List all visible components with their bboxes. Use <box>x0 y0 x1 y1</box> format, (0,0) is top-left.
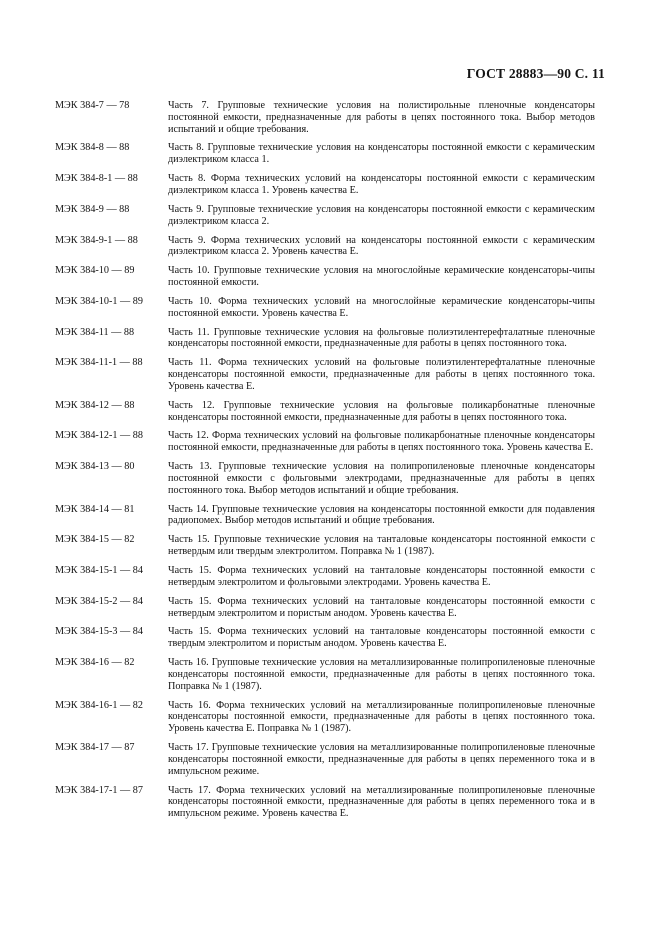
standard-code: МЭК 384-15 — 82 <box>55 534 135 546</box>
standard-code: МЭК 384-11 — 88 <box>55 326 135 338</box>
standard-code: МЭК 384-15-1 — 84 <box>55 565 143 577</box>
list-item <box>55 461 595 496</box>
standard-code: МЭК 384-13 — 80 <box>55 461 135 473</box>
standard-description: Часть 12. Форма технических условий на фольговые поликарбонатные пленочные конденсаторы постоянной емкости, предназначенные для работы в цепях постоянного тока. Уровень качества Е. <box>168 430 595 454</box>
list-item <box>55 173 595 197</box>
standard-description: Часть 9. Форма технических условий на конденсаторы постоянной емкости с керамическим диэлектриком класса 2. Уровень качества Е. <box>168 234 595 258</box>
list-item <box>55 596 595 620</box>
standard-code: МЭК 384-8-1 — 88 <box>55 173 138 185</box>
list-item <box>55 235 595 259</box>
standard-description: Часть 15. Форма технических условий на танталовые конденсаторы постоянной емкости с нетвердым электролитом и фольговыми электродами. Уровень качества Е. <box>168 565 595 588</box>
list-item <box>55 626 595 650</box>
standard-code: МЭК 384-10-1 — 89 <box>55 295 143 307</box>
standard-code: МЭК 384-17 — 87 <box>55 742 135 754</box>
list-item <box>55 204 595 228</box>
list-item <box>55 357 595 392</box>
standard-code: МЭК 384-16 — 82 <box>55 657 135 669</box>
list-item <box>55 657 595 692</box>
standard-description: Часть 12. Групповые технические условия на фольговые поликарбонатные пленочные конденсаторы постоянной емкости, предназначенные для работы в цепях постоянного тока. <box>168 399 595 423</box>
list-item <box>55 700 595 735</box>
standard-code: МЭК 384-8 — 88 <box>55 142 130 154</box>
standard-description: Часть 16. Групповые технические условия на металлизированные полипропиленовые пленочные конденсаторы постоянной емкости, предназначенные для работы в цепях постоянного тока. Поправка № 1 (1987). <box>168 657 595 692</box>
standard-code: МЭК 384-16-1 — 82 <box>55 699 143 711</box>
standard-description: Часть 8. Форма технических условий на конденсаторы постоянной емкости с керамическим диэлектриком класса 1. Уровень качества Е. <box>168 173 595 196</box>
list-item <box>55 785 595 820</box>
standard-description: Часть 16. Форма технических условий на металлизированные полипропиленовые пленочные конденсаторы постоянной емкости, предназначенные для работы в цепях постоянного тока. Уровень качества Е. Поправка № 1 (1987). <box>168 699 595 735</box>
standard-description: Часть 7. Групповые технические условия на полистирольные пленочные конденсаторы постоянной емкости, предназначенные для работы в цепях постоянного тока. Выбор методов испытаний и общие требования. <box>168 100 595 135</box>
list-item <box>55 742 595 777</box>
standards-list <box>55 100 595 827</box>
standard-description: Часть 8. Групповые технические условия на конденсаторы постоянной емкости с керамическим диэлектриком класса 1. <box>168 142 595 166</box>
standard-description: Часть 10. Групповые технические условия на многослойные керамические конденсаторы-чипы постоянной емкости. <box>168 265 595 289</box>
standard-code: МЭК 384-9 — 88 <box>55 203 130 215</box>
standard-description: Часть 10. Форма технических условий на многослойные керамические конденсаторы-чипы постоянной емкости. Уровень качества Е. <box>168 295 595 319</box>
standard-code: МЭК 384-15-2 — 84 <box>55 595 143 607</box>
standard-description: Часть 17. Групповые технические условия на металлизированные полипропиленовые пленочные конденсаторы постоянной емкости, предназначенные для работы в цепях переменного тока и в импульсном режиме. <box>168 742 595 777</box>
standard-description: Часть 15. Форма технических условий на танталовые конденсаторы постоянной емкости с твердым электролитом и пористым анодом. Уровень качества Е. <box>168 626 595 650</box>
list-item <box>55 534 595 558</box>
standard-code: МЭК 384-17-1 — 87 <box>55 784 143 796</box>
standard-description: Часть 13. Групповые технические условия на полипропиленовые пленочные конденсаторы постоянной емкости с фольговыми электродами, предназначенные для работы в цепях постоянного тока. Выбор методов испытаний и общие требования. <box>168 461 595 496</box>
list-item <box>55 265 595 289</box>
standard-code: МЭК 384-15-3 — 84 <box>55 626 143 638</box>
list-item <box>55 296 595 320</box>
standard-description: Часть 11. Форма технических условий на фольговые полиэтилентерефталатные пленочные конденсаторы постоянной емкости, предназначенные для работы в цепях постоянного тока. Уровень качества Е. <box>168 357 595 392</box>
list-item <box>55 504 595 528</box>
standard-code: МЭК 384-14 — 81 <box>55 503 135 515</box>
list-item <box>55 400 595 424</box>
list-item <box>55 100 595 135</box>
standard-code: МЭК 384-10 — 89 <box>55 265 135 277</box>
list-item <box>55 327 595 351</box>
standard-code: МЭК 384-12-1 — 88 <box>55 430 143 442</box>
standard-description: Часть 17. Форма технических условий на металлизированные полипропиленовые пленочные конденсаторы постоянной емкости, предназначенные для работы в цепях переменного тока и в импульсном режиме. Уровень качества Е. <box>168 784 595 820</box>
list-item <box>55 565 595 589</box>
standard-code: МЭК 384-12 — 88 <box>55 399 135 411</box>
standard-description: Часть 15. Групповые технические условия на танталовые конденсаторы постоянной емкости с нетвердым или твердым электролитом. Поправка № 1 (1987). <box>168 534 595 558</box>
standard-description: Часть 15. Форма технических условий на танталовые конденсаторы постоянной емкости с нетвердым электролитом и пористым анодом. Уровень качества Е. <box>168 595 595 619</box>
standard-description: Часть 14. Групповые технические условия на конденсаторы постоянной емкости для подавления радиопомех. Выбор методов испытаний и общие требования. <box>168 503 595 527</box>
list-item <box>55 430 595 454</box>
standard-code: МЭК 384-11-1 — 88 <box>55 357 143 369</box>
standard-description: Часть 9. Групповые технические условия на конденсаторы постоянной емкости с керамическим диэлектриком класса 2. <box>168 203 595 227</box>
list-item <box>55 142 595 166</box>
standard-description: Часть 11. Групповые технические условия на фольговые полиэтилентерефталатные пленочные конденсаторы постоянной емкости, предназначенные для работы в цепях постоянного тока. <box>168 326 595 350</box>
page-header: ГОСТ 28883—90 С. 11 <box>466 66 605 81</box>
standard-code: МЭК 384-7 — 78 <box>55 100 130 111</box>
standard-code: МЭК 384-9-1 — 88 <box>55 234 138 246</box>
